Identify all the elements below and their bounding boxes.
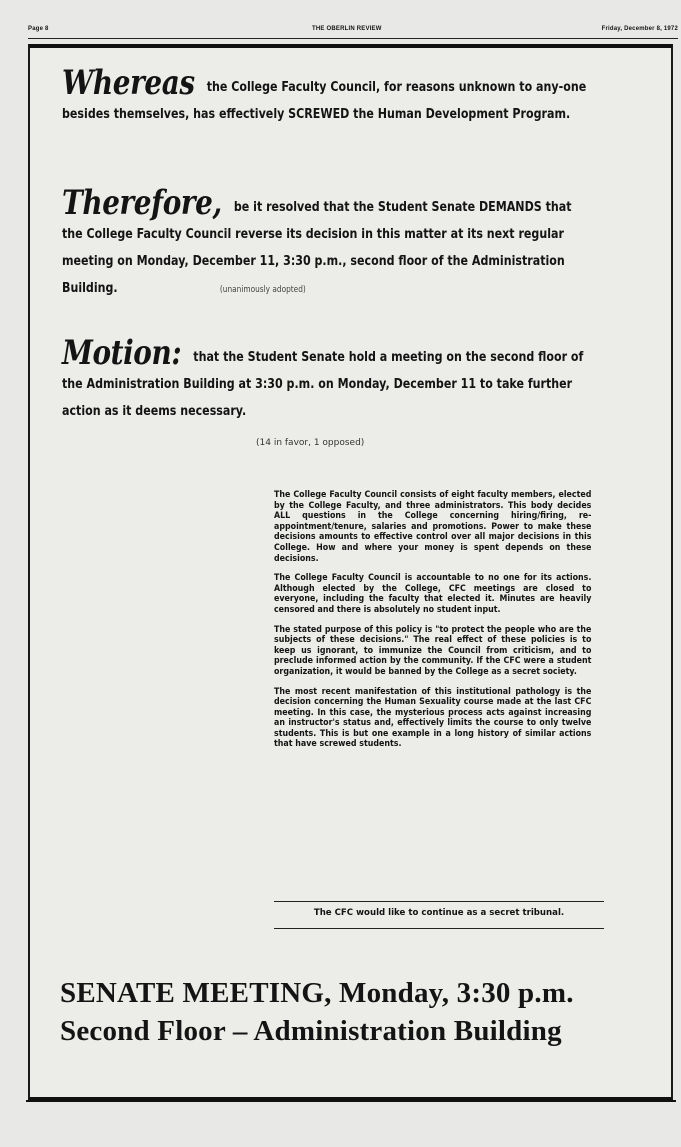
body-paragraph-2: The College Faculty Council is accountable to no one for its actions. Although elected by the College, CFC meetings are closed to everyone, including the faculty that elected it. Minutes are heavily censored and there is absolutely no student input. [274, 573, 592, 615]
issue-date: Friday, December 8, 1972 [601, 26, 678, 32]
bottom-rule [26, 1100, 676, 1102]
meeting-headline: SENATE MEETING, Monday, 3:30 p.m. [60, 977, 574, 1009]
therefore-lead: Therefore, [62, 183, 222, 223]
motion-text: that the Student Senate hold a meeting on the second floor of the Administration Building at 3:30 p.m. on Monday, December 11 to take further action as it deems necessary. [62, 349, 584, 419]
whereas-text: the College Faculty Council, for reasons unknown to any-one besides themselves, has effectively SCREWED the Human Development Program. [62, 79, 587, 122]
newspaper-name: THE OBERLIN REVIEW [312, 26, 382, 32]
closing-rule-bottom [274, 928, 604, 929]
whereas-lead: Whereas [62, 63, 195, 103]
masthead-rule [28, 38, 678, 39]
closing-rule-top [274, 901, 604, 902]
body-paragraph-1: The College Faculty Council consists of eight faculty members, elected by the College Faculty, and three administrators. This body decides ALL questions in the College concerning hiring/firing, re-appointment/tenure, salaries and promotions. Power to make these decisions amounts to effective control over all major decisions in this College. How and where your money is spent depends on these decisions. [274, 490, 592, 564]
therefore-paragraph [62, 183, 587, 304]
motion-paragraph [62, 333, 587, 425]
therefore-text: be it resolved that the Student Senate DEMANDS that the College Faculty Council reverse its decision in this matter at its next regular meeting on Monday, December 11, 3:30 p.m., second floor of the Administration Building. [62, 199, 572, 296]
whereas-paragraph [62, 63, 587, 128]
page-number: Page 8 [28, 26, 49, 32]
motion-vote: (14 in favor, 1 opposed) [256, 438, 365, 448]
closing-line: The CFC would like to continue as a secret tribunal. [313, 908, 565, 918]
location-headline: Second Floor – Administration Building [60, 1015, 562, 1047]
masthead [28, 26, 678, 36]
motion-lead: Motion: [62, 333, 182, 373]
body-paragraph-3: The stated purpose of this policy is "to protect the people who are the subjects of these decisions." The real effect of these policies is to keep us ignorant, to immunize the Council from criticism, and to preclude informed action by the community. If the CFC were a student organization, it would be banned by the College as a secret society. [274, 624, 592, 677]
therefore-vote: (unanimously adopted) [219, 285, 306, 295]
explanatory-column [274, 490, 591, 759]
body-paragraph-4: The most recent manifestation of this institutional pathology is the decision concerning the Human Sexuality course made at the last CFC meeting. In this case, the mysterious process acts against increasing an instructor's status and, effectively limits the course to only twelve students. This is but one example in a long history of similar actions that have screwed students. [274, 686, 592, 750]
